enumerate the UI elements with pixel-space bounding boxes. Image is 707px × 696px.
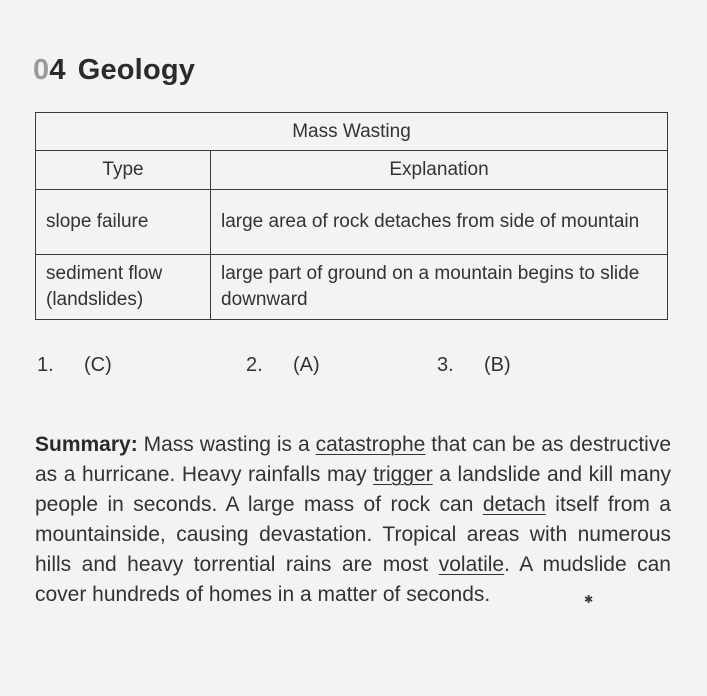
section-heading xyxy=(33,54,195,87)
section-number-prefix: 0 xyxy=(33,54,50,86)
mass-wasting-table xyxy=(35,112,668,320)
table-header-row xyxy=(36,151,668,190)
answer-choice: (B) xyxy=(484,354,511,376)
cell-type: slope failure xyxy=(36,190,211,255)
vocab-word-detach: detach xyxy=(482,493,546,516)
table-caption-row xyxy=(36,113,668,151)
ink-speck-icon: ✱ xyxy=(584,594,594,606)
summary-text: itself from a mountainside, causing devastation. Tropical areas with numerous hills and heavy torrential rains are most xyxy=(35,493,671,576)
answer-item xyxy=(437,354,511,377)
answer-number: 2. xyxy=(246,354,263,376)
summary-text: a landslide and kill many people in seconds. A large mass of rock can xyxy=(35,463,671,516)
summary-text: Mass wasting is a xyxy=(137,433,316,456)
section-title: Geology xyxy=(77,54,196,86)
vocab-word-trigger: trigger xyxy=(373,463,433,486)
summary-text: that can be as destructive as a hurricane. Heavy rainfalls may xyxy=(35,433,671,486)
cell-explanation: large area of rock detaches from side of mountain xyxy=(211,190,668,255)
cell-type: sediment flow (landslides) xyxy=(36,255,211,320)
answer-item xyxy=(37,354,112,377)
column-header-explanation: Explanation xyxy=(211,151,668,190)
summary-paragraph xyxy=(35,430,671,610)
table-caption: Mass Wasting xyxy=(36,113,668,151)
summary-label: Summary: xyxy=(35,433,138,456)
vocab-word-catastrophe: catastrophe xyxy=(315,433,426,456)
answer-number: 1. xyxy=(37,354,54,376)
summary-text: . A mudslide can cover hundreds of homes in a matter of seconds. xyxy=(35,553,671,606)
answer-choice: (A) xyxy=(293,354,320,376)
cell-explanation: large part of ground on a mountain begins to slide downward xyxy=(211,255,668,320)
answer-number: 3. xyxy=(437,354,454,376)
column-header-type: Type xyxy=(36,151,211,190)
answer-item xyxy=(246,354,320,377)
table-row xyxy=(36,255,668,320)
answer-choice: (C) xyxy=(84,354,112,376)
vocab-word-volatile: volatile xyxy=(438,553,505,576)
section-number-suffix: 4 xyxy=(49,54,66,86)
table-row xyxy=(36,190,668,255)
